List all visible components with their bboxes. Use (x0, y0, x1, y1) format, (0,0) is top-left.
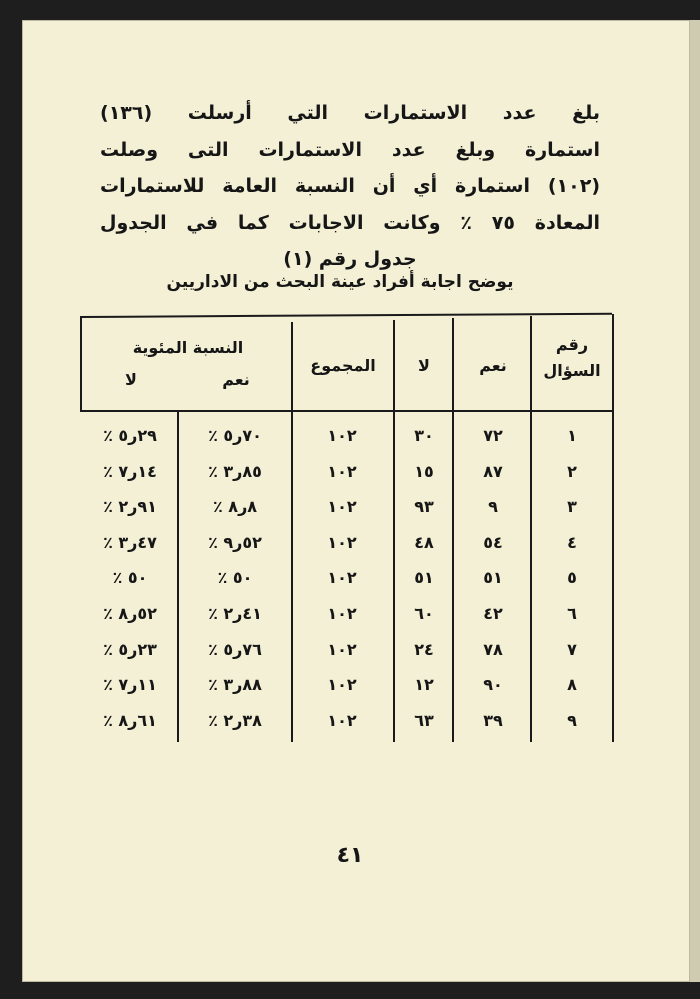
page-number: ٤١ (336, 843, 364, 868)
cell-question-no: ٥ (567, 568, 577, 588)
header-total: المجموع (310, 356, 376, 375)
cell-pct-no: ٤٧ر٣ ٪ (103, 532, 157, 552)
cell-no: ٦٠ (414, 604, 434, 623)
cell-pct-yes: ٧٦ر٥ ٪ (208, 639, 262, 659)
intro-line-1: بلغ عدد الاستمارات التي أرسلت (١٣٦) (100, 102, 600, 124)
cell-yes: ٣٩ (483, 710, 503, 730)
table-left-border (80, 318, 82, 412)
cell-no: ٢٤ (414, 639, 434, 659)
cell-yes: ٤٢ (483, 604, 503, 623)
cell-pct-no: ٢٣ر٥ ٪ (103, 639, 157, 659)
cell-yes: ٥٤ (483, 532, 503, 552)
cell-yes: ٥١ (483, 568, 503, 588)
cell-question-no: ٤ (567, 532, 577, 552)
cell-total: ١٠٢ (327, 604, 357, 623)
col-sep-yes (452, 318, 454, 742)
cell-question-no: ٢ (567, 461, 577, 481)
cell-no: ١٥ (414, 461, 434, 481)
cell-total: ١٠٢ (327, 426, 357, 445)
cell-question-no: ٨ (567, 675, 577, 695)
cell-total: ١٠٢ (327, 532, 357, 552)
cell-yes: ٧٢ (483, 426, 503, 445)
intro-line-3: (١٠٢) استمارة أي أن النسبة العامة للاستمارات (100, 175, 600, 197)
cell-pct-yes: ٨ر٨ ٪ (212, 497, 258, 517)
col-sep-no (393, 320, 395, 742)
cell-yes: ٩٠ (483, 675, 503, 695)
cell-pct-no: ٥٢ر٨ ٪ (103, 604, 157, 623)
cell-pct-yes: ٨٥ر٣ ٪ (208, 461, 262, 481)
cell-pct-yes: ٨٨ر٣ ٪ (208, 675, 262, 695)
table-header-bottom-border (80, 410, 614, 412)
cell-question-no: ٦ (567, 604, 577, 623)
cell-total: ١٠٢ (327, 639, 357, 659)
cell-total: ١٠٢ (327, 461, 357, 481)
cell-question-no: ٩ (567, 710, 577, 730)
intro-line-2: استمارة وبلغ عدد الاستمارات التى وصلت (100, 138, 600, 161)
cell-no: ٥١ (414, 568, 434, 588)
cell-pct-no: ٥٠ ٪ (112, 568, 148, 588)
header-no: لا (418, 356, 430, 375)
table-caption: جدول رقم (١) (283, 248, 417, 270)
table-right-border (612, 314, 614, 742)
cell-yes: ٧٨ (483, 639, 503, 659)
cell-no: ٦٣ (414, 710, 434, 730)
cell-pct-yes: ٤١ر٢ ٪ (208, 604, 262, 623)
header-pct-no: لا (125, 370, 137, 389)
cell-total: ١٠٢ (327, 568, 357, 588)
cell-pct-no: ٢٩ر٥ ٪ (103, 426, 157, 445)
cell-no: ٣٠ (414, 426, 434, 445)
header-question-no: رقم السؤال (543, 335, 601, 380)
cell-question-no: ١ (567, 426, 577, 445)
header-pct-yes: نعم (222, 370, 250, 389)
cell-pct-no: ١١ر٧ ٪ (103, 675, 157, 695)
header-percentage: النسبة المئوية (132, 338, 244, 357)
cell-pct-yes: ٧٠ر٥ ٪ (208, 426, 262, 445)
cell-pct-no: ٩١ر٢ ٪ (103, 497, 157, 517)
header-yes: نعم (479, 356, 507, 375)
cell-question-no: ٣ (567, 497, 577, 517)
col-sep-total (291, 322, 293, 742)
cell-no: ٩٣ (414, 497, 434, 517)
page-edge (690, 20, 700, 982)
cell-total: ١٠٢ (327, 710, 357, 730)
cell-question-no: ٧ (567, 639, 577, 659)
cell-pct-no: ٦١ر٨ ٪ (103, 710, 157, 730)
table-subtitle: يوضح اجابة أفراد عينة البحث من الاداريين (166, 272, 514, 292)
intro-paragraph (100, 95, 600, 278)
cell-pct-no: ١٤ر٧ ٪ (103, 461, 157, 481)
cell-yes: ٩ (488, 497, 498, 517)
cell-pct-yes: ٥٢ر٩ ٪ (208, 532, 262, 552)
cell-pct-yes: ٥٠ ٪ (217, 568, 253, 588)
intro-line-4: المعادة ٧٥ ٪ وكانت الاجابات كما في الجدول (100, 211, 600, 234)
col-sep-pct (177, 410, 179, 742)
col-sep-q (530, 316, 532, 742)
cell-yes: ٨٧ (483, 461, 503, 481)
cell-no: ٤٨ (414, 532, 434, 552)
cell-pct-yes: ٣٨ر٢ ٪ (208, 710, 262, 730)
cell-total: ١٠٢ (327, 675, 357, 695)
cell-total: ١٠٢ (327, 497, 357, 517)
cell-no: ١٢ (414, 675, 434, 695)
